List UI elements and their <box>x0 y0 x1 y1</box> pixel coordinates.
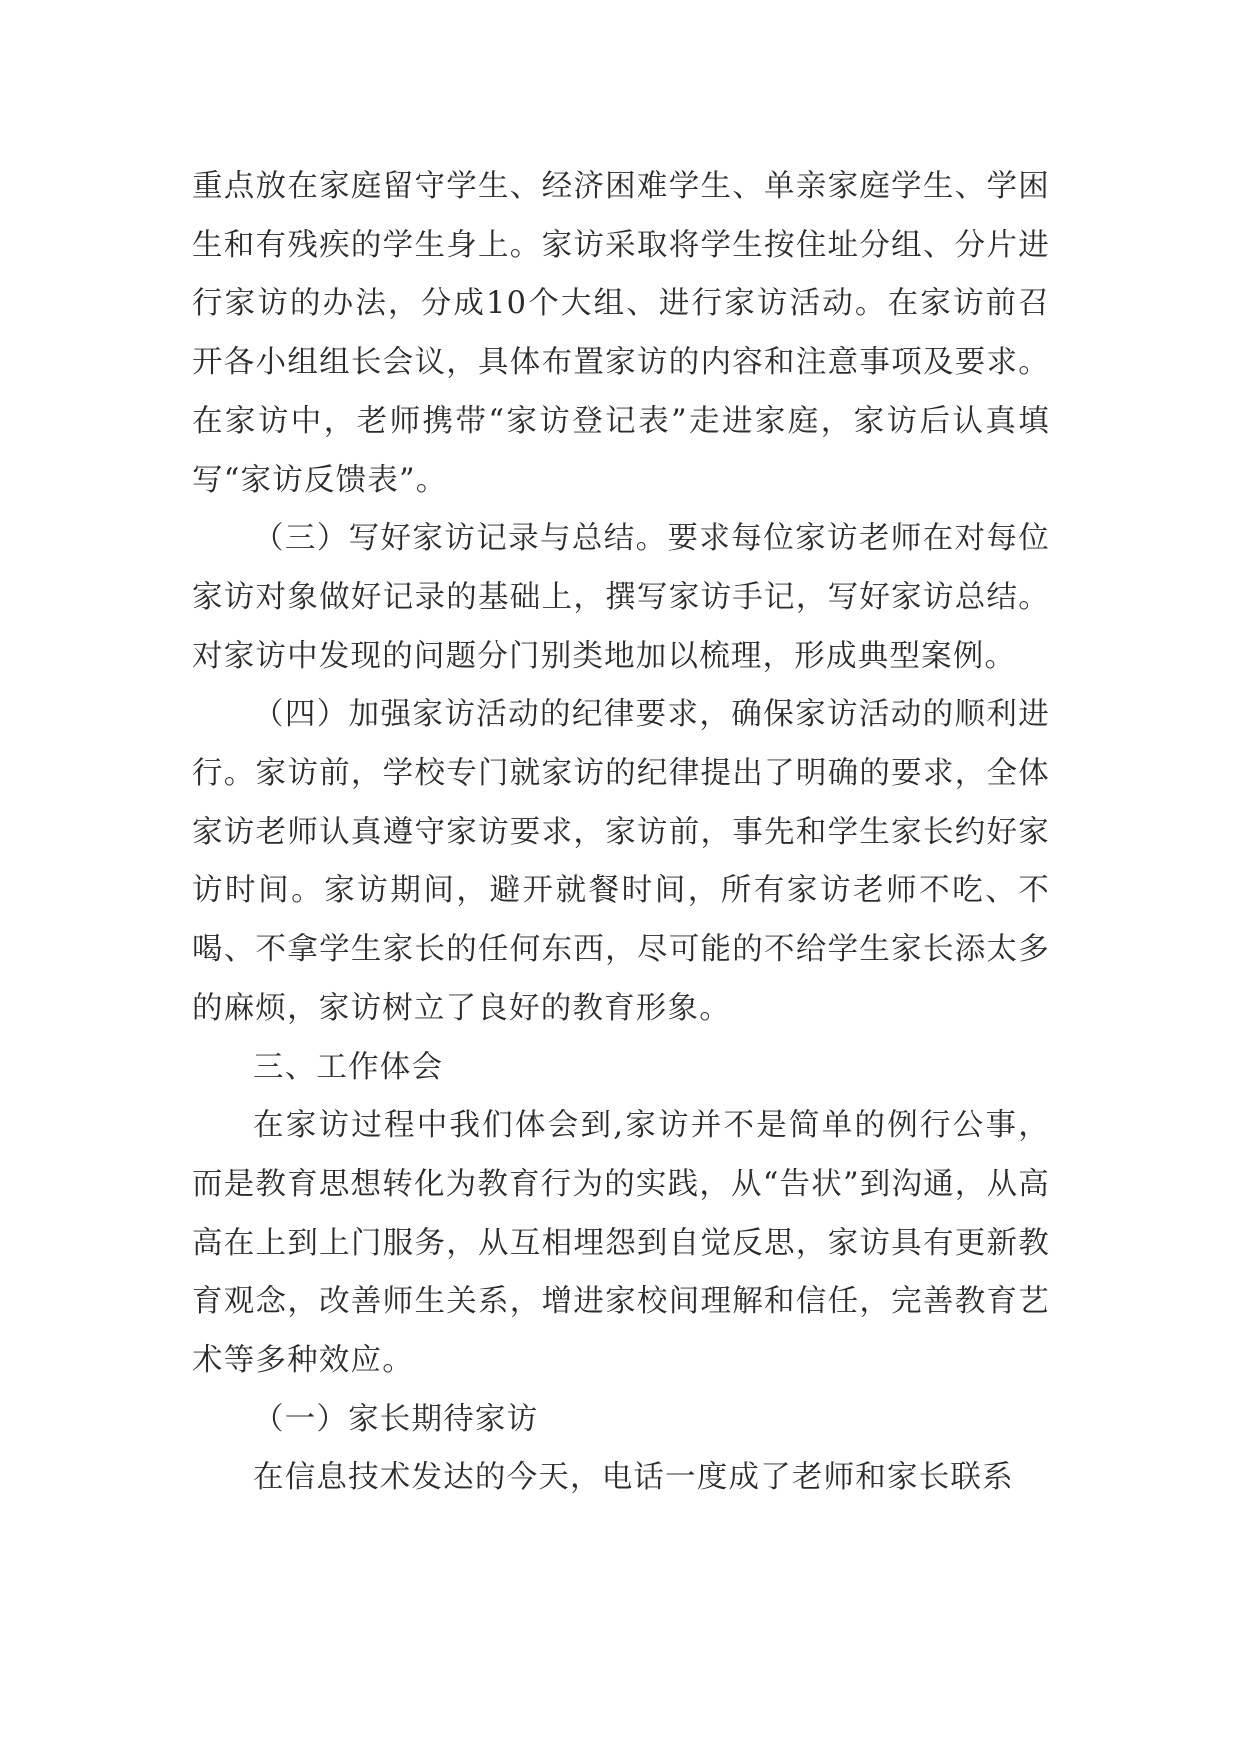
paragraph-experience-intro: 在家访过程中我们体会到,家访并不是简单的例行公事，而是教育思想转化为教育行为的实践，从“告状”到沟通，从高高在上到上门服务，从互相埋怨到自觉反思，家访具有更新教育观念，改善师生关系，增进家校间理解和信任，完善教育艺术等多种效应。 <box>192 1108 1050 1379</box>
paragraph-section-3: （三）写好家访记录与总结。要求每位家访老师在对每位家访对象做好记录的基础上，撰写家访手记，写好家访总结。对家访中发现的问题分门别类地加以梳理，形成典型案例。 <box>192 521 1050 674</box>
paragraph-info-tech: 在信息技术发达的今天，电话一度成了老师和家长联系 <box>253 1460 1014 1496</box>
paragraph-continuation: 重点放在家庭留守学生、经济困难学生、单亲家庭学生、学困生和有残疾的学生身上。家访采取将学生按住址分组、分片进行家访的办法，分成10个大组、进行家访活动。在家访前召开各小组组长会议，具体布置家访的内容和注意事项及要求。在家访中，老师携带“家访登记表”走进家庭，家访后认真填写“家访反馈表”。 <box>192 169 1050 498</box>
paragraph-section-4: （四）加强家访活动的纪律要求，确保家访活动的顺利进行。家访前，学校专门就家访的纪律提出了明确的要求，全体家访老师认真遵守家访要求，家访前，事先和学生家长约好家访时间。家访期间，避开就餐时间，所有家访老师不吃、不喝、不拿学生家长的任何东西，尽可能的不给学生家长添太多的麻烦，家访树立了良好的教育形象。 <box>192 697 1050 1026</box>
heading-work-experience: 三、工作体会 <box>253 1049 444 1085</box>
heading-parents-expect: （一）家长期待家访 <box>253 1401 539 1437</box>
document-body <box>192 158 1050 1508</box>
